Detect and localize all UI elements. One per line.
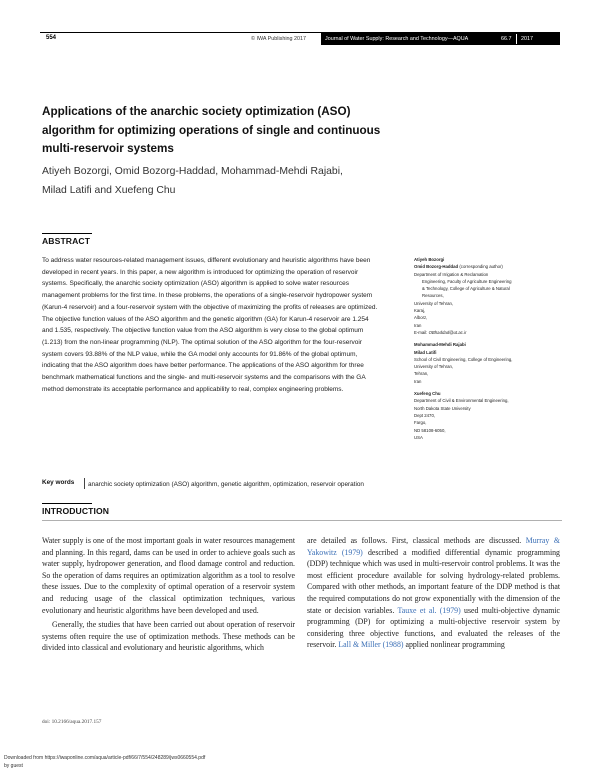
journal-name: Journal of Water Supply: Research and Technology—AQUA: [325, 36, 469, 42]
intro-left-column: [42, 535, 295, 654]
author-affil-name-5: Xuefeng Chu: [414, 391, 441, 397]
author-affil-name-4: Milad Latifi: [414, 349, 437, 355]
citation-link[interactable]: Tauxe et al. (1979): [397, 605, 461, 615]
affiliation-block-2: School of Civil Engineering, College of Engineering, University of Tehran, Tehran, Iran: [414, 356, 513, 384]
author-affil-name-3: Mohammad-Mehdi Rajabi: [414, 342, 466, 348]
keywords-divider: [84, 478, 85, 489]
author-affil-name: Atiyeh Bozorgi: [414, 257, 445, 262]
introduction-rule: [42, 503, 92, 504]
article-authors: [42, 162, 382, 200]
journal-year: 2017: [521, 36, 533, 42]
publisher-copyright: © IWA Publishing 2017: [251, 36, 307, 42]
download-note-2: by guest: [4, 763, 23, 769]
abstract-text: To address water resources-related management issues, different evolutionary and heuristic algorithms have been developed in recent years. In this paper, a new algorithm is introduced for optimizing the operation of reservoir systems. Specifically, the anarchic society optimization (ASO) algorithm is applied to solve water resources management problems for the first time. In these problems, the operations of a single-reservoir hydropower system (Karun-4 reservoir) and a four-reservoir system with the objective of maximizing the profits of releases are optimized. The objective function values of the ASO algorithm and the genetic algorithm (GA) for Karun-4 reservoir are 1.254 and 1.535, respectively. The objective function value from the ASO algorithm is very close to the global optimum (1.213) from the non-linear programming (NLP). The optimal solution of the ASO algorithm for the four-reservoir system covers 93.88% of the NLP value, while the GA model only accounts for 91.86% of the global optimum, indicating that the ASO algorithm does have better performance. The applications of the ASO algorithm for three benchmark mathematical functions and the single- and multi-reservoir systems and the comparisons with the GA method demonstrate its acceptable performance and applicability to real, complex engineering problems.: [42, 257, 378, 393]
download-note: Downloaded from https://iwaponline.com/aqua/article-pdf/66/7/554/248289/jws0660554.pdf: [4, 755, 206, 761]
article-title: Applications of the anarchic society optimization (ASO) algorithm for optimizing operations of single and continuous multi-reservoir systems: [42, 105, 381, 155]
authors-line-1: Atiyeh Bozorgi, Omid Bozorg-Haddad, Mohammad-Mehdi Rajabi,: [42, 166, 343, 177]
page-number: 554: [46, 35, 57, 41]
authors-line-2: Milad Latifi and Xuefeng Chu: [42, 185, 176, 196]
affiliation-block-1: Department of Irrigation & Reclamation Engineering, Faculty of Agriculture Engineering & Technology, College of Agriculture & Natural Resources, University of Tehran, Karaj, Alborz, Iran E-mail: OBhaddad@ut.ac.ir: [414, 271, 564, 337]
intro-right-column: are detailed as follows. First, classical methods are discussed. Murray & Yakowitz (1979) described a modified differential dynamic programming (DDP) technique which was used in multi-reservoir control problems. It was the most efficient procedure available for solving hydrology-related problems. Compared with other methods, an important feature of the DDP method is that the required computations do not grow exponentially with the dimension of the state or decision variables. Tauxe et al. (1979) used multi-objective dynamic programming (DP) for optimizing a multi-objective reservoir system by considering three objective functions, and evaluated the releases of the reservoir. Lall & Miller (1988) applied nonlinear programming: [307, 536, 560, 650]
author-affil-name-2: Omid Bozorg-Haddad (corresponding author): [414, 264, 503, 270]
affiliation-block-3: Department of Civil & Environmental Engineering, North Dakota State University Dept 2470, Fargo, ND 58108-6050, USA: [414, 398, 509, 440]
banner-separator: [516, 34, 517, 44]
affiliations: [414, 256, 564, 441]
keywords-label: Key words: [42, 479, 75, 486]
corresponding-email[interactable]: E-mail: OBhaddad@ut.ac.ir: [414, 329, 467, 335]
abstract-rule: [42, 233, 92, 234]
intro-paragraph-2: Generally, the studies that have been carried out about operation of reservoir systems often require the use of optimization methods. These methods can be divided into classical and evolutionary and heuristic algorithms, which: [42, 620, 295, 653]
abstract-heading: ABSTRACT: [42, 236, 91, 246]
journal-volume: 66.7: [501, 36, 512, 42]
section-divider: [42, 520, 562, 521]
doi[interactable]: doi: 10.2166/aqua.2017.157: [42, 719, 102, 725]
intro-paragraph-1: Water supply is one of the most important goals in water resources management and planning. In this regard, dams can be used in order to achieve goals such as water supply, hydropower generation, and flood damage control and reduction. So the operation of dams requires an optimization algorithm as a tool to resolve these issues. Due to the complexity of optimal operation of a reservoir system and reducing usage of the classical optimization techniques, various evolutionary and heuristic algorithms have been developed and used.: [42, 536, 295, 615]
keywords-text: anarchic society optimization (ASO) algorithm, genetic algorithm, optimization, reservoir operation: [88, 481, 364, 488]
citation-link[interactable]: Murray & Yakowitz (1979): [307, 536, 560, 557]
introduction-heading: INTRODUCTION: [42, 506, 110, 516]
citation-link[interactable]: Lall & Miller (1988): [338, 640, 404, 650]
